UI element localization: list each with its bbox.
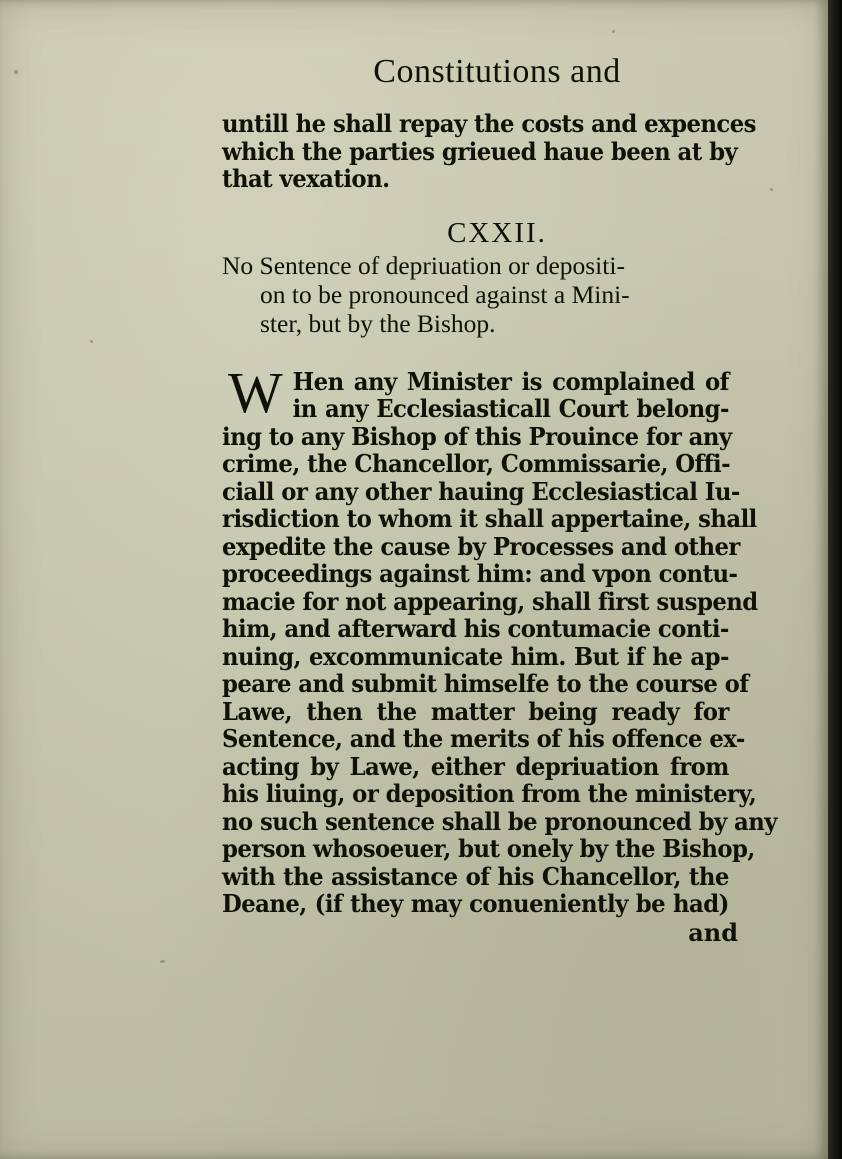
text-line: Lawe, then the matter being ready for (222, 696, 729, 726)
text-line: ciall or any other hauing Ecclesiastical Iu- (222, 476, 740, 506)
running-head: Constitutions and (373, 53, 621, 90)
paper-speck (160, 960, 165, 963)
text-line: that vexation. (222, 164, 390, 193)
paper-speck (770, 188, 773, 191)
text-line: ing to any Bishop of this Prouince for any (222, 421, 732, 451)
text-line: person whosoeuer, but onely by the Bishop, (222, 834, 755, 863)
drop-cap: W (228, 359, 283, 425)
section-number: CXXII. (447, 216, 547, 249)
text-line: Hen any Minister is complained of (292, 366, 729, 396)
text-line: expedite the cause by Processes and other (222, 531, 740, 561)
body-paragraph (222, 359, 777, 947)
text-line: him, and afterward his contumacie conti- (222, 614, 729, 643)
heading-line: ster, but by the Bishop. (260, 308, 496, 338)
paper-speck (14, 70, 18, 74)
text-line: Deane, (if they may conueniently be had) (222, 889, 729, 918)
paper-speck (90, 340, 93, 343)
text-line: Sentence, and the merits of his offence ex- (222, 724, 745, 753)
text-line: which the parties grieued haue been at by (222, 136, 738, 166)
text-line: his liuing, or deposition from the ministery, (222, 779, 757, 808)
text-line: macie for not appearing, shall first suspend (222, 586, 758, 616)
catchword: and (688, 917, 738, 947)
text-line: in any Ecclesiasticall Court belong- (292, 394, 729, 423)
text-line: untill he shall repay the costs and expences (222, 109, 756, 138)
text-line: no such sentence shall be pronounced by any (222, 806, 777, 836)
text-line: peare and submit himselfe to the course of (222, 669, 749, 698)
page-edge-shadow (828, 0, 842, 1159)
text-line: nuing, excommunicate him. But if he ap- (222, 641, 729, 671)
text-line: with the assistance of his Chancellor, the (222, 861, 729, 891)
text-line: acting by Lawe, either depriuation from (222, 751, 729, 781)
heading-line: on to be pronounced against a Mini- (260, 279, 630, 309)
printed-text-block (222, 40, 777, 947)
intro-paragraph (222, 109, 756, 193)
text-line: proceedings against him: and vpon contu- (222, 559, 738, 588)
text-line: risdiction to whom it shall appertaine, shall (222, 504, 757, 533)
paper-speck (612, 30, 615, 33)
section-heading (222, 251, 740, 338)
heading-line: No Sentence of depriuation or depositi- (222, 250, 625, 280)
text-line: crime, the Chancellor, Commissarie, Offi- (222, 449, 730, 478)
